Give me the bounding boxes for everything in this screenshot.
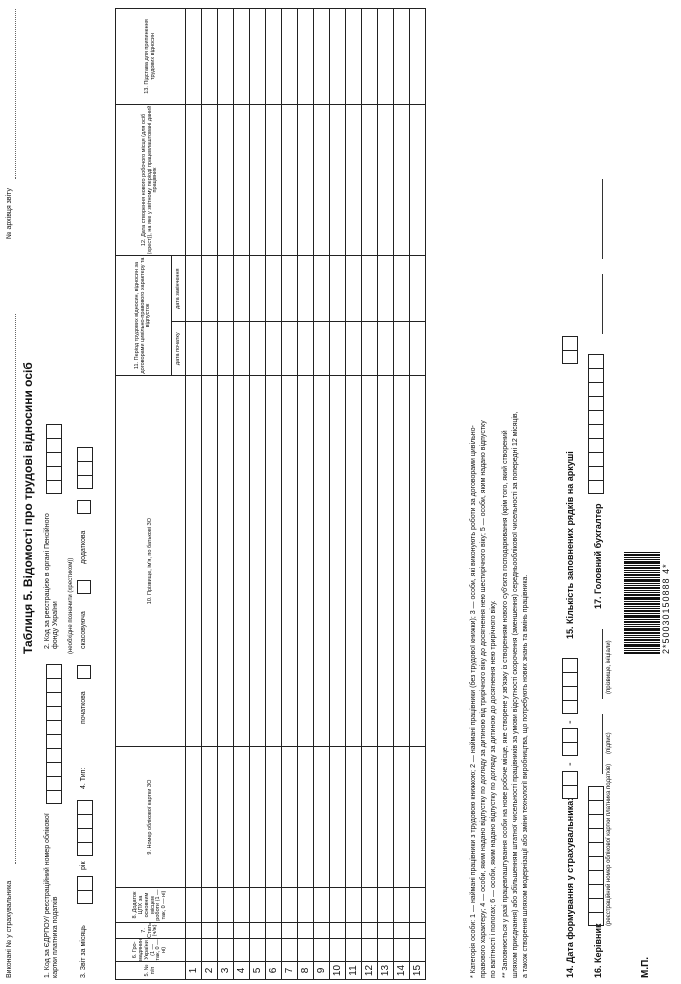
cell-date-start[interactable]: [378, 322, 394, 376]
cell-gph[interactable]: [282, 888, 298, 923]
cell-gph[interactable]: [314, 888, 330, 923]
field17-name-line[interactable]: [602, 179, 603, 259]
cell-date-start[interactable]: [218, 322, 234, 376]
cell-sex[interactable]: [298, 923, 314, 939]
note-4: ** Заповнюється у разі працевлаштування особи на нове робоче місце, яке створене у зв'язку із створенням нового суб'єкта господарювання (крім того, який створений: [502, 430, 509, 978]
cell-date-end[interactable]: [282, 256, 298, 322]
cell-date-start[interactable]: [330, 322, 346, 376]
cell-termination[interactable]: [218, 9, 234, 105]
barcode-bar: [624, 644, 660, 647]
cell-gph[interactable]: [362, 888, 378, 923]
barcode-number: 2*50030150888 4*: [661, 563, 671, 654]
additional-cells[interactable]: [77, 447, 93, 489]
cell-sex[interactable]: [186, 923, 202, 939]
cell-citizen[interactable]: [218, 938, 234, 961]
cell-card-number[interactable]: [282, 747, 298, 888]
barcode-bar: [624, 592, 660, 593]
cell-citizen[interactable]: [298, 938, 314, 961]
table-row: [218, 9, 234, 980]
cell-termination[interactable]: [250, 9, 266, 105]
barcode-bar: [624, 648, 660, 649]
cell-date-start[interactable]: [410, 322, 426, 376]
barcode-bar: [624, 619, 660, 620]
cell-gph[interactable]: [378, 888, 394, 923]
note-6: а також створення шляхом модернізації або зміни технології виробництва, що потребують нових знань та вмінь працівника.: [522, 574, 529, 978]
row-number: 6: [266, 962, 282, 980]
cell-citizen[interactable]: [378, 938, 394, 961]
cell-card-number[interactable]: [266, 747, 282, 888]
barcode-bar: [624, 552, 660, 553]
cell-termination[interactable]: [298, 9, 314, 105]
cell-termination[interactable]: [330, 9, 346, 105]
cell-gph[interactable]: [266, 888, 282, 923]
barcode-bar: [624, 652, 660, 654]
cell-date-start[interactable]: [234, 322, 250, 376]
cell-full-name[interactable]: [250, 376, 266, 747]
cell-new-workplace[interactable]: [298, 105, 314, 256]
cell-citizen[interactable]: [282, 938, 298, 961]
cell-date-end[interactable]: [378, 256, 394, 322]
cell-gph[interactable]: [410, 888, 426, 923]
cell-date-start[interactable]: [282, 322, 298, 376]
row-number: 1: [186, 962, 202, 980]
type-cancel-label: скасовуюча: [80, 611, 87, 649]
row-number: 5: [250, 962, 266, 980]
cell-card-number[interactable]: [410, 747, 426, 888]
cell-new-workplace[interactable]: [346, 105, 362, 256]
cell-gph[interactable]: [394, 888, 410, 923]
header-7: 7. Стать (ч/ж): [116, 923, 186, 939]
cell-citizen[interactable]: [346, 938, 362, 961]
barcode-bar: [624, 594, 660, 596]
cell-date-start[interactable]: [298, 322, 314, 376]
cell-card-number[interactable]: [346, 747, 362, 888]
cell-termination[interactable]: [394, 9, 410, 105]
barcode-bar: [624, 559, 660, 560]
barcode-bar: [624, 583, 660, 584]
cell-sex[interactable]: [346, 923, 362, 939]
archive-label: № архівця звіту: [6, 188, 13, 239]
cell-sex[interactable]: [314, 923, 330, 939]
barcode-bar: [624, 561, 660, 564]
stamp-mp: М.П.: [640, 956, 651, 978]
note-2: правового характеру; 4 — особи, яким надано відпустку по догляду за дитиною від трирічного віку до досягнення нею шестирічного віку; 5 — особи, яким надано відпустку: [480, 420, 487, 978]
note-1: * Категорія особи: 1 — наймані працівники з трудовою книжкою; 2 — наймані працівники (без трудової книжки); 3 — особи, які виконують роботи за договорами цивільно-: [470, 425, 477, 978]
cell-card-number[interactable]: [202, 747, 218, 888]
cell-sex[interactable]: [266, 923, 282, 939]
cell-date-end[interactable]: [266, 256, 282, 322]
note-3: по вагітності і пологах; 6 — особи, яким надано відпустку по догляду за дитиною до досягнення нею трирічного віку.: [490, 600, 497, 978]
barcode-bar: [624, 613, 660, 614]
barcode-bar: [624, 570, 660, 571]
type-cancel-checkbox[interactable]: [77, 580, 91, 594]
cell-date-end[interactable]: [218, 256, 234, 322]
cell-citizen[interactable]: [186, 938, 202, 961]
cell-card-number[interactable]: [186, 747, 202, 888]
cell-full-name[interactable]: [394, 376, 410, 747]
cell-card-number[interactable]: [362, 747, 378, 888]
cell-citizen[interactable]: [314, 938, 330, 961]
barcode-bar: [624, 603, 660, 605]
field3-label: 3. Звіт за місяць: [80, 925, 87, 978]
cell-date-start[interactable]: [250, 322, 266, 376]
table-row: [234, 9, 250, 980]
cell-date-start[interactable]: [346, 322, 362, 376]
cell-sex[interactable]: [250, 923, 266, 939]
row-number: 12: [362, 962, 378, 980]
cell-full-name[interactable]: [218, 376, 234, 747]
cell-card-number[interactable]: [250, 747, 266, 888]
note-5: шляхом приєднання) або збільшенням штатної чисельності працівників за умови відсутності скорочення (зменшення) середньооблікової чисельності за попередні 12 місяців,: [512, 411, 519, 978]
field14-day[interactable]: [562, 771, 578, 799]
barcode-bar: [624, 610, 660, 612]
cell-card-number[interactable]: [394, 747, 410, 888]
barcode-bar: [624, 557, 660, 558]
cell-gph[interactable]: [202, 888, 218, 923]
cell-new-workplace[interactable]: [266, 105, 282, 256]
cell-gph[interactable]: [298, 888, 314, 923]
cell-gph[interactable]: [346, 888, 362, 923]
field16-name-line[interactable]: [602, 629, 603, 699]
cell-full-name[interactable]: [410, 376, 426, 747]
field1-cells[interactable]: [46, 664, 62, 804]
cell-citizen[interactable]: [410, 938, 426, 961]
table-row: [266, 9, 282, 980]
field17-cells[interactable]: [588, 354, 604, 494]
field17-sign-line[interactable]: [602, 274, 603, 334]
barcode-bar: [624, 632, 660, 634]
cell-full-name[interactable]: [378, 376, 394, 747]
cell-citizen[interactable]: [394, 938, 410, 961]
row-number: 4: [234, 962, 250, 980]
row-number: 15: [410, 962, 426, 980]
header-9: 9. Номер облікової картки ЗО: [116, 747, 186, 888]
barcode-bar: [624, 554, 660, 556]
sig-caption-3: (прізвище, ініціали): [606, 640, 612, 694]
barcode-bar: [624, 587, 660, 589]
table-row: [250, 9, 266, 980]
field15-label: 15. Кількість заповнених рядків на аркуші: [565, 451, 575, 639]
table-row: [282, 9, 298, 980]
cell-new-workplace[interactable]: [234, 105, 250, 256]
cell-termination[interactable]: [378, 9, 394, 105]
field16-sign-line[interactable]: [602, 714, 603, 774]
row-number: 8: [298, 962, 314, 980]
field3-year-label: рік: [80, 861, 87, 870]
cell-new-workplace[interactable]: [250, 105, 266, 256]
header-12: 12. Дата створення нового робочого місця (для осіб (хрест)), на яке у звітному періоді працевлаштовані даний працівник: [116, 105, 186, 256]
row-number: 13: [378, 962, 394, 980]
cell-citizen[interactable]: [330, 938, 346, 961]
cell-sex[interactable]: [410, 923, 426, 939]
barcode-bar: [624, 579, 660, 582]
cell-date-end[interactable]: [250, 256, 266, 322]
row-number: 14: [394, 962, 410, 980]
cell-termination[interactable]: [202, 9, 218, 105]
cell-citizen[interactable]: [234, 938, 250, 961]
barcode-bar: [624, 615, 660, 618]
records-table: [115, 8, 426, 980]
cell-new-workplace[interactable]: [410, 105, 426, 256]
cell-date-start[interactable]: [186, 322, 202, 376]
cell-citizen[interactable]: [362, 938, 378, 961]
cell-full-name[interactable]: [202, 376, 218, 747]
cell-new-workplace[interactable]: [378, 105, 394, 256]
cell-termination[interactable]: [314, 9, 330, 105]
archive-line: [15, 9, 16, 179]
cell-new-workplace[interactable]: [362, 105, 378, 256]
cell-citizen[interactable]: [202, 938, 218, 961]
field4-note: (необхідне позначити (хрестиком)): [68, 557, 74, 654]
barcode-bar: [624, 608, 660, 609]
cell-gph[interactable]: [234, 888, 250, 923]
cell-termination[interactable]: [234, 9, 250, 105]
cell-date-end[interactable]: [362, 256, 378, 322]
field15-cells[interactable]: [562, 336, 578, 364]
cell-new-workplace[interactable]: [394, 105, 410, 256]
type-initial-checkbox[interactable]: [77, 665, 91, 679]
issued-by-line: [15, 314, 16, 864]
table-row: [394, 9, 410, 980]
header-6: 6. Гро-мадянин України (1 — так, 0 — ні): [116, 938, 186, 961]
table-row: [202, 9, 218, 980]
cell-gph[interactable]: [186, 888, 202, 923]
field1-label: 1. Код за ЄДРПОУ/ реєстраційний номер облікової картки платника податків: [44, 813, 59, 978]
cell-card-number[interactable]: [234, 747, 250, 888]
row-number: 7: [282, 962, 298, 980]
cell-termination[interactable]: [362, 9, 378, 105]
barcode-bar: [624, 621, 660, 623]
cell-sex[interactable]: [394, 923, 410, 939]
field17-label: 17. Головний бухгалтер: [593, 503, 603, 609]
cell-date-end[interactable]: [202, 256, 218, 322]
field2-cells[interactable]: [46, 424, 62, 494]
field2-label: 2. Код за реєстрацією в органі Пенсійного фонду України: [44, 513, 59, 649]
field3-year-cells[interactable]: [77, 800, 93, 856]
cell-date-end[interactable]: [330, 256, 346, 322]
field4-label: 4. Тип:: [80, 767, 87, 789]
table-row: [378, 9, 394, 980]
cell-card-number[interactable]: [298, 747, 314, 888]
cell-card-number[interactable]: [314, 747, 330, 888]
header-13: 13. Підстава для припинення трудових відносин: [116, 9, 186, 105]
cell-date-end[interactable]: [314, 256, 330, 322]
cell-full-name[interactable]: [298, 376, 314, 747]
cell-full-name[interactable]: [362, 376, 378, 747]
cell-new-workplace[interactable]: [330, 105, 346, 256]
barcode-image: [624, 551, 660, 654]
cell-new-workplace[interactable]: [202, 105, 218, 256]
row-number: 10: [330, 962, 346, 980]
cell-sex[interactable]: [378, 923, 394, 939]
cell-termination[interactable]: [266, 9, 282, 105]
cell-date-start[interactable]: [362, 322, 378, 376]
cell-date-start[interactable]: [266, 322, 282, 376]
cell-termination[interactable]: [186, 9, 202, 105]
header-8: 8. Додаток ЦПХ за основним місцем роботи (1 — так, 0 — ні): [116, 888, 186, 923]
cell-full-name[interactable]: [330, 376, 346, 747]
type-initial-label: початкова: [80, 691, 87, 724]
barcode-bar: [624, 626, 660, 627]
cell-gph[interactable]: [330, 888, 346, 923]
cell-sex[interactable]: [202, 923, 218, 939]
cell-full-name[interactable]: [186, 376, 202, 747]
cell-sex[interactable]: [330, 923, 346, 939]
field16-label: 16. Керівник: [593, 923, 603, 978]
barcode-bar: [624, 639, 660, 641]
cell-date-end[interactable]: [394, 256, 410, 322]
field16-cells[interactable]: [588, 786, 604, 926]
cell-date-end[interactable]: [410, 256, 426, 322]
barcode-bar: [624, 572, 660, 573]
barcode-bar: [624, 637, 660, 638]
table-row: [330, 9, 346, 980]
table-row: [298, 9, 314, 980]
cell-sex[interactable]: [234, 923, 250, 939]
cell-date-end[interactable]: [186, 256, 202, 322]
field14-label: 14. Дата формування у страхувальника:: [565, 797, 575, 978]
cell-new-workplace[interactable]: [186, 105, 202, 256]
cell-new-workplace[interactable]: [314, 105, 330, 256]
barcode-bar: [624, 590, 660, 591]
cell-date-end[interactable]: [298, 256, 314, 322]
field3-month-cells[interactable]: [77, 876, 93, 904]
cell-sex[interactable]: [362, 923, 378, 939]
cell-card-number[interactable]: [218, 747, 234, 888]
cell-citizen[interactable]: [266, 938, 282, 961]
cell-date-start[interactable]: [202, 322, 218, 376]
barcode-bar: [624, 567, 660, 569]
table-title: Таблиця 5. Відомості про трудові відносини осіб: [21, 362, 35, 654]
cell-termination[interactable]: [282, 9, 298, 105]
date-sep-2: -: [564, 720, 576, 724]
cell-full-name[interactable]: [346, 376, 362, 747]
barcode-bar: [624, 628, 660, 631]
barcode-bar: [624, 606, 660, 607]
barcode-bar: [624, 565, 660, 566]
cell-gph[interactable]: [218, 888, 234, 923]
cell-date-end[interactable]: [234, 256, 250, 322]
cell-gph[interactable]: [250, 888, 266, 923]
row-number: 11: [346, 962, 362, 980]
table-row: [346, 9, 362, 980]
table-row: [362, 9, 378, 980]
row-number: 9: [314, 962, 330, 980]
row-number: 2: [202, 962, 218, 980]
header-11b: дата закінчення: [172, 256, 186, 322]
date-sep-1: -: [564, 762, 576, 766]
field14-year[interactable]: [562, 658, 578, 714]
header-11: 11. Період трудових відносин, відносин за договорами цивільно-правового характеру та відпусток: [116, 256, 172, 376]
field14-month[interactable]: [562, 728, 578, 756]
header-5: 5. № п/п: [116, 962, 186, 980]
cell-citizen[interactable]: [250, 938, 266, 961]
barcode-bar: [624, 642, 660, 643]
cell-full-name[interactable]: [234, 376, 250, 747]
barcode-bar: [624, 601, 660, 602]
header-10: 10. Прізвище, ім'я, по батькові ЗО: [116, 376, 186, 747]
barcode-bar: [624, 577, 660, 578]
barcode-bar: [624, 635, 660, 636]
type-additional-label: додаткова: [80, 530, 87, 564]
type-additional-checkbox[interactable]: [77, 500, 91, 514]
cell-sex[interactable]: [218, 923, 234, 939]
sig-caption-2: (підпис): [606, 732, 612, 754]
barcode-bar: [624, 585, 660, 586]
barcode-bar: [624, 574, 660, 576]
cell-date-start[interactable]: [314, 322, 330, 376]
barcode-bar: [624, 624, 660, 625]
cell-date-end[interactable]: [346, 256, 362, 322]
cell-full-name[interactable]: [282, 376, 298, 747]
sig-caption-1: (реєстраційний номер облікової картки платника податків): [606, 763, 612, 926]
table-row: [410, 9, 426, 980]
cell-full-name[interactable]: [314, 376, 330, 747]
table-row: [314, 9, 330, 980]
header-11a: дата початку: [172, 322, 186, 376]
issued-by-label: Виконані № у страхувальника: [6, 880, 13, 978]
barcode-bar: [624, 650, 660, 651]
cell-termination[interactable]: [346, 9, 362, 105]
cell-full-name[interactable]: [266, 376, 282, 747]
cell-sex[interactable]: [282, 923, 298, 939]
cell-card-number[interactable]: [330, 747, 346, 888]
cell-new-workplace[interactable]: [282, 105, 298, 256]
table-row: [186, 9, 202, 980]
row-number: 3: [218, 962, 234, 980]
barcode-bar: [624, 597, 660, 600]
cell-new-workplace[interactable]: [218, 105, 234, 256]
cell-termination[interactable]: [410, 9, 426, 105]
cell-card-number[interactable]: [378, 747, 394, 888]
cell-date-start[interactable]: [394, 322, 410, 376]
